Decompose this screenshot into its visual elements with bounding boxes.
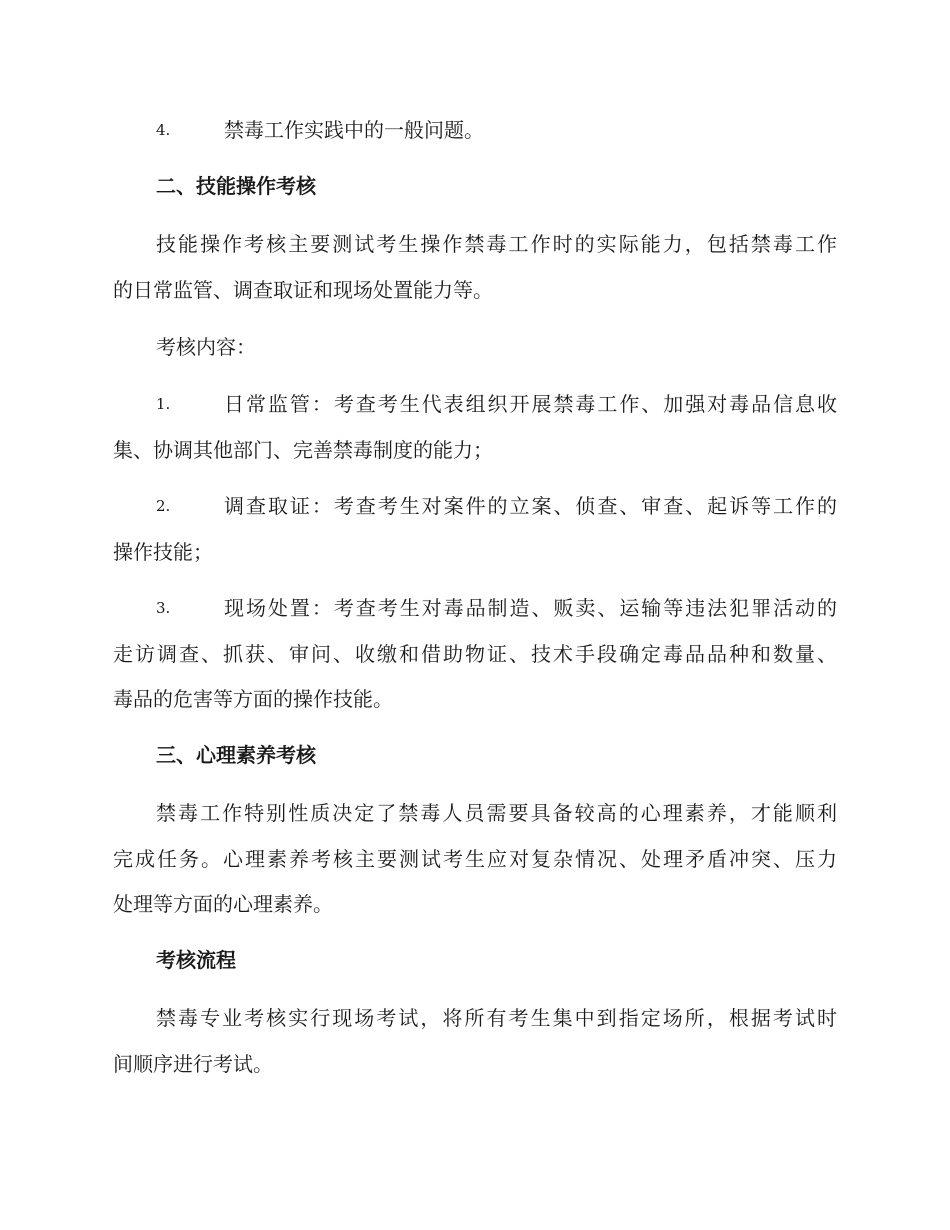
paragraph-line: 间顺序进行考试。 [113, 1052, 273, 1076]
list-item-text: 禁毒工作实践中的一般问题。 [224, 118, 484, 142]
paragraph-line: 禁毒专业考核实行现场考试，将所有考生集中到指定场所，根据考试时 [156, 1006, 837, 1030]
paragraph-line: 处理等方面的心理素养。 [113, 892, 333, 916]
content-label: 考核内容： [156, 335, 256, 359]
list-item-text: 集、协调其他部门、完善禁毒制度的能力； [113, 438, 493, 462]
list-number: 1. [156, 395, 171, 413]
section-heading-psychology: 三、心理素养考核 [156, 743, 316, 767]
section-heading-process: 考核流程 [156, 948, 236, 972]
list-item-text: 操作技能； [113, 540, 213, 564]
list-number: 3. [156, 599, 171, 617]
list-item-text: 调查取证：考查考生对案件的立案、侦查、审查、起诉等工作的 [224, 494, 837, 518]
list-item-text: 现场处置：考查考生对毒品制造、贩卖、运输等违法犯罪活动的 [224, 596, 837, 620]
list-item-text: 毒品的危害等方面的操作技能。 [113, 687, 393, 711]
paragraph-line: 的日常监管、调查取证和现场处置能力等。 [113, 278, 493, 302]
list-number: 2. [156, 497, 171, 515]
paragraph-line: 完成任务。心理素养考核主要测试考生应对复杂情况、处理矛盾冲突、压力 [113, 847, 837, 871]
list-number: 4. [156, 121, 171, 139]
paragraph-line: 技能操作考核主要测试考生操作禁毒工作时的实际能力，包括禁毒工作 [156, 232, 837, 256]
section-heading-skills: 二、技能操作考核 [156, 174, 316, 198]
paragraph-line: 禁毒工作特别性质决定了禁毒人员需要具备较高的心理素养，才能顺利 [156, 801, 837, 825]
list-item-text: 走访调查、抓获、审问、收缴和借助物证、技术手段确定毒品品种和数量、 [113, 642, 837, 666]
list-item-text: 日常监管：考查考生代表组织开展禁毒工作、加强对毒品信息收 [224, 392, 837, 416]
